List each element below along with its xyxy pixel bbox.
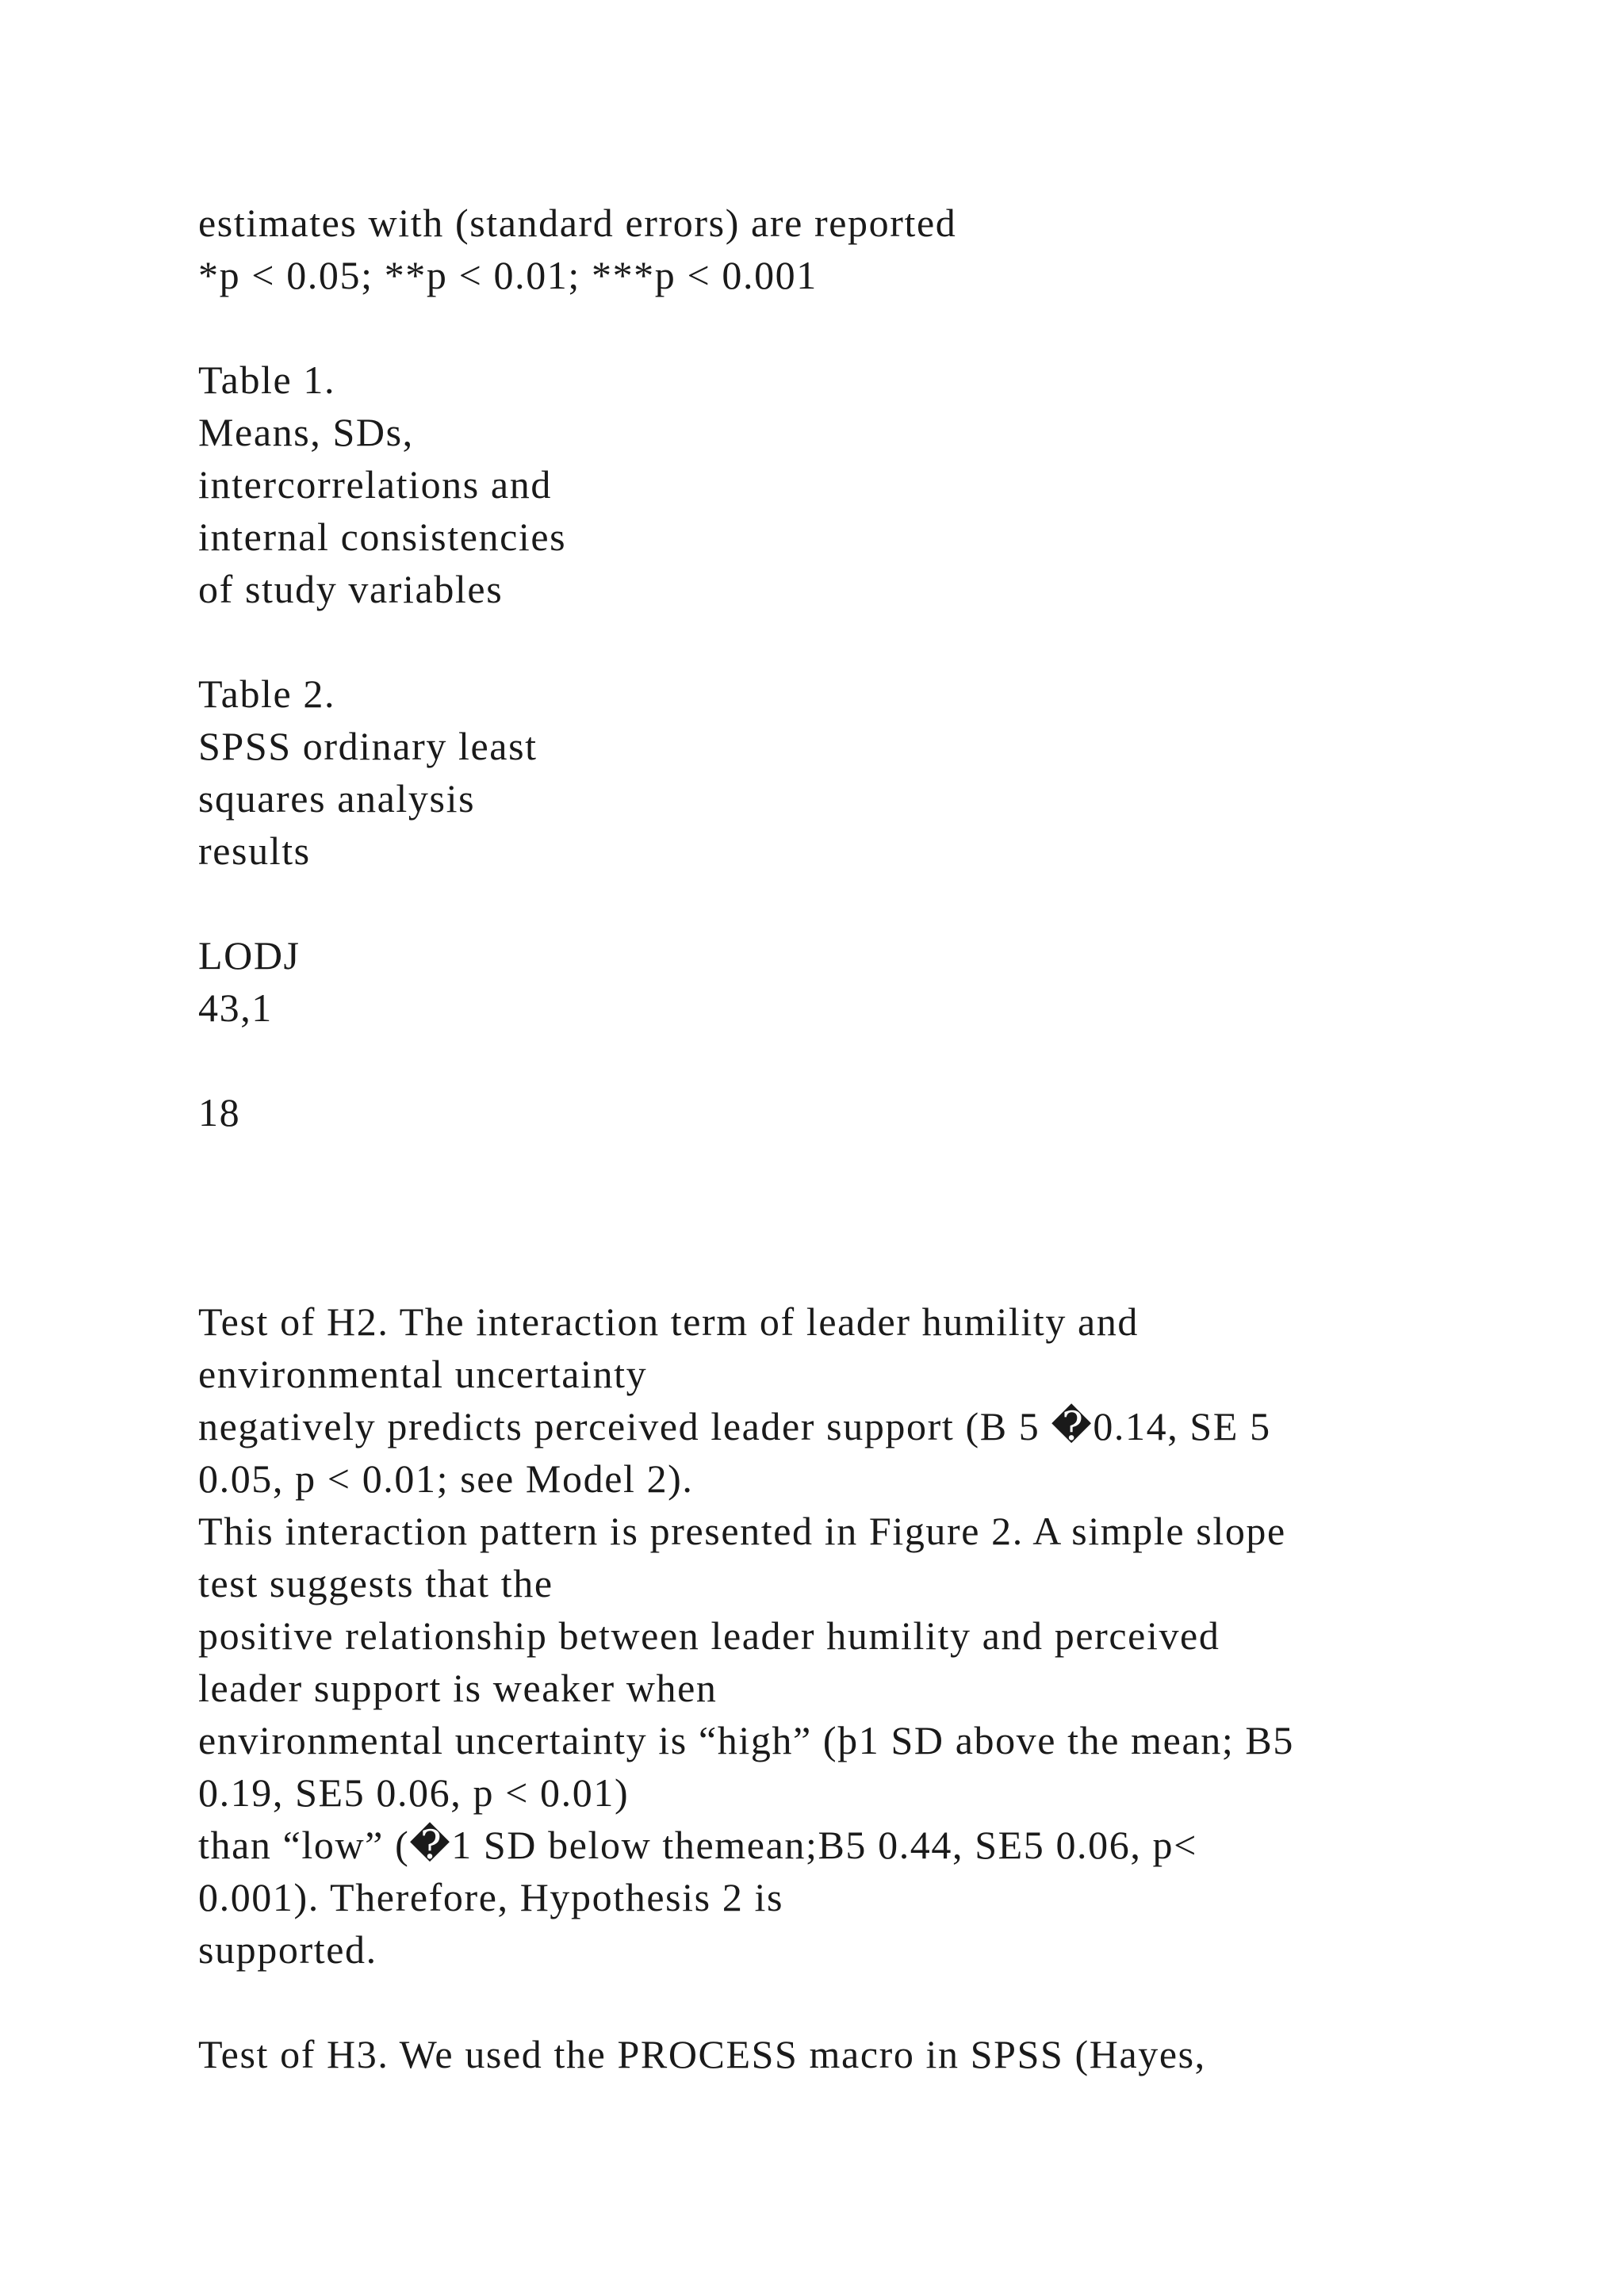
paragraph-line: 0.05, p < 0.01; see Model 2).: [198, 1456, 694, 1501]
paragraph-line: This interaction pattern is presented in Figure 2. A simple slope: [198, 1509, 1286, 1553]
h2-test-paragraph: [198, 1295, 1546, 1976]
journal-name: LODJ: [198, 933, 301, 978]
table-1-label: Table 1.: [198, 358, 336, 402]
paragraph-line: negatively predicts perceived leader support (B 5 �0.14, SE 5: [198, 1404, 1271, 1448]
paragraph-line: positive relationship between leader humility and perceived: [198, 1613, 1220, 1658]
page-number: 18: [198, 1090, 241, 1135]
table-2-caption-line: squares analysis: [198, 776, 476, 821]
page-number-block: [198, 1086, 1546, 1138]
h3-test-paragraph: [198, 2028, 1546, 2080]
table-2-caption-line: SPSS ordinary least: [198, 724, 538, 768]
paragraph-line: environmental uncertainty is “high” (þ1 SD above the mean; B5: [198, 1718, 1294, 1762]
paragraph-line: leader support is weaker when: [198, 1666, 718, 1710]
table-1-caption-line: intercorrelations and: [198, 462, 552, 507]
running-head: [198, 929, 1546, 1034]
footnote-significance: *p < 0.05; **p < 0.01; ***p < 0.001: [198, 253, 818, 297]
paragraph-line: than “low” (�1 SD below themean;B5 0.44, SE5 0.06, p<: [198, 1823, 1197, 1867]
table-1-caption-line: of study variables: [198, 567, 504, 611]
table-2-caption: [198, 668, 1546, 877]
table-1-caption-line: internal consistencies: [198, 515, 567, 559]
paragraph-line: Test of H2. The interaction term of leader humility and: [198, 1299, 1139, 1344]
paragraph-line: 0.19, SE5 0.06, p < 0.01): [198, 1770, 630, 1815]
paragraph-line: environmental uncertainty: [198, 1352, 648, 1396]
paragraph-line: supported.: [198, 1927, 377, 1972]
paragraph-line: Test of H3. We used the PROCESS macro in SPSS (Hayes,: [198, 2032, 1206, 2076]
volume-issue: 43,1: [198, 985, 273, 1030]
table-footnotes: [198, 197, 1546, 301]
table-1-caption-line: Means, SDs,: [198, 410, 414, 454]
paragraph-line: test suggests that the: [198, 1561, 553, 1605]
table-2-caption-line: results: [198, 828, 311, 873]
footnote-estimates: estimates with (standard errors) are reported: [198, 201, 957, 245]
table-2-label: Table 2.: [198, 672, 336, 716]
table-1-caption: [198, 354, 1546, 615]
paragraph-line: 0.001). Therefore, Hypothesis 2 is: [198, 1875, 784, 1919]
